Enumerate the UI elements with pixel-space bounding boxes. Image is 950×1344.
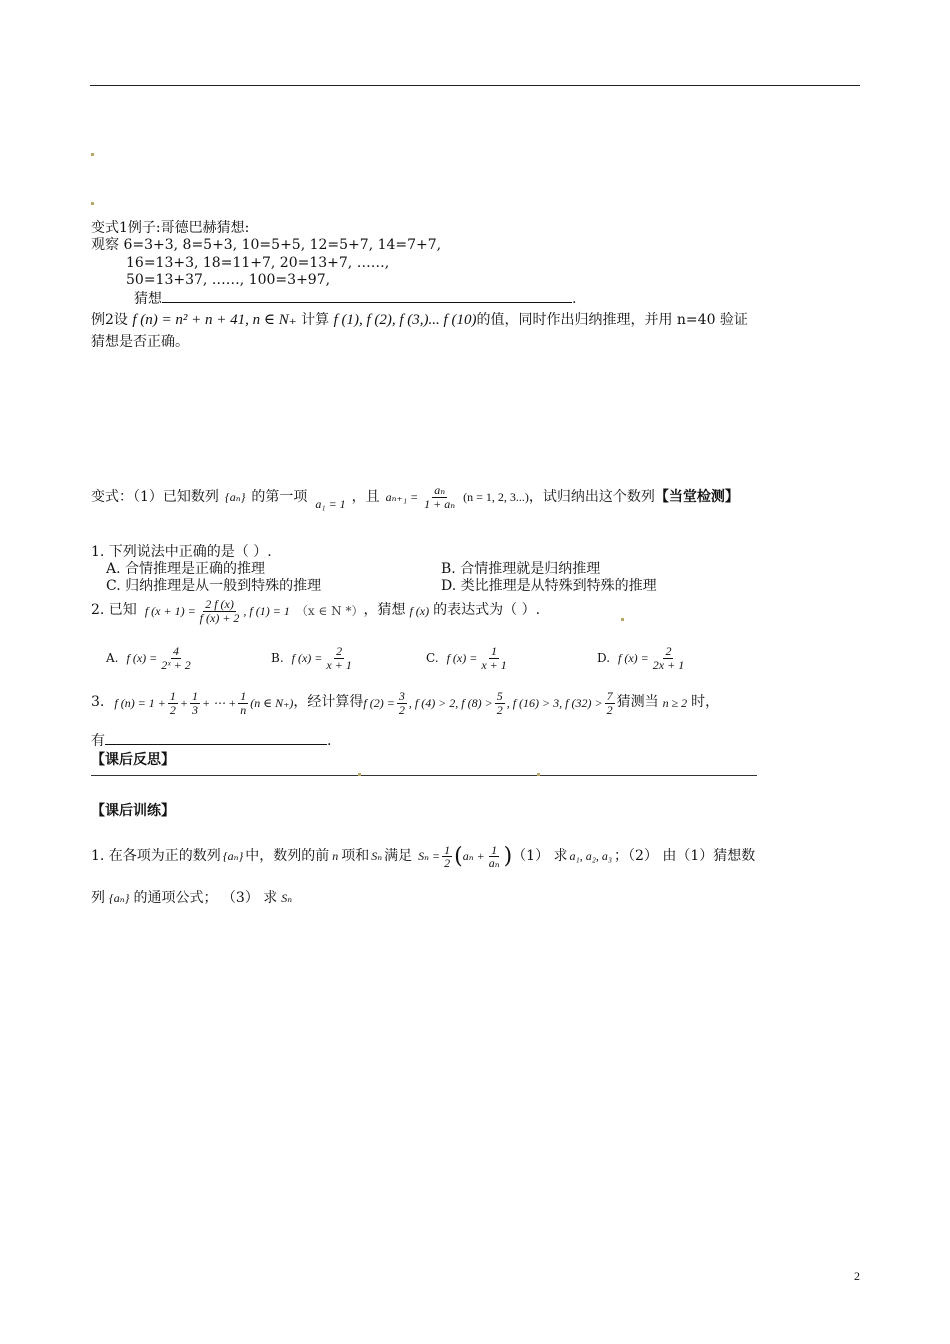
example2-prefix: 例2设 (91, 312, 128, 328)
option-label: B. (271, 650, 284, 665)
fraction-denominator: 1 + aₙ (424, 497, 456, 511)
fraction-numerator: 2 (336, 644, 343, 658)
fraction-numerator: 4 (172, 644, 179, 658)
close-paren: ) (503, 844, 513, 869)
fraction-denominator: 2 (398, 702, 405, 717)
t1-text: 中，数列的前 (245, 848, 330, 864)
anchor-marker (537, 773, 540, 776)
section-reflection: 【课后反思】 (91, 752, 175, 768)
q3-term-half (168, 690, 178, 716)
reflection-rule (91, 775, 757, 776)
q2-option (106, 645, 195, 671)
q3-prefix: 3. (91, 694, 105, 711)
first-terms: a₁, a₂, a₃ (569, 849, 613, 864)
fraction-denominator: n (240, 702, 247, 717)
fraction-denominator: 3 (192, 702, 198, 717)
q2-domain: （x ∈ N *） (295, 603, 364, 618)
q3-result-2: , f (4) > 2, f (8) > (408, 695, 493, 710)
section-training: 【课后训练】 (91, 803, 175, 819)
q3-calc: ，经计算得 (293, 694, 364, 711)
fraction-numerator: 1 (240, 689, 247, 703)
option-fraction (651, 645, 686, 671)
anchor-marker (91, 153, 94, 156)
period: . (327, 733, 332, 749)
fraction-numerator: 1 (491, 644, 498, 658)
var-n: n (332, 849, 339, 864)
t1-intro: 1. 在各项为正的数列 (91, 848, 221, 864)
fraction-denominator: 2x + 1 (652, 657, 685, 672)
example2-compute: 计算 (301, 312, 330, 328)
page-number: 2 (854, 1269, 860, 1283)
plus-sign: + (179, 695, 188, 710)
q3-frac-3-2 (397, 690, 407, 716)
fraction-numerator: 1 (491, 842, 498, 857)
answer-blank (105, 731, 327, 745)
fraction-denominator: x + 1 (481, 657, 507, 672)
example2-function: f (n) = n² + n + 41, n ∈ N₊ (132, 312, 297, 328)
t1-part2: ；（2） 由（1）猜想数 (614, 848, 756, 864)
variant1-line1: 观察 6=3+3, 8=5+3, 10=5+5, 12=5+7, 14=7+7, (91, 237, 442, 253)
option-lhs: f (x) = (126, 650, 158, 665)
q3-expr: f (n) = 1 + (114, 695, 166, 710)
variant2-prefix: 变式：（1）已知数列 (91, 488, 219, 505)
q1-option-d: D. 类比推理是从特殊到特殊的推理 (441, 578, 657, 594)
fraction-denominator: 2ˣ + 2 (161, 657, 191, 672)
fraction-denominator: 2 (496, 702, 503, 717)
option-lhs: f (x) = (618, 650, 649, 665)
header-rule (90, 85, 860, 86)
option-label: C. (426, 650, 439, 665)
anchor-marker (358, 773, 361, 776)
a1-equals-1: a₁ = 1 (315, 497, 346, 511)
example2-text: 的值，同时作出归纳推理，并用 n=40 验证 (476, 312, 748, 328)
variant1-line3: 50=13+37, ……, 100=3+97, (126, 272, 331, 288)
recurrence-fraction (422, 484, 457, 510)
t1-line1 (91, 843, 755, 871)
variant2-line (91, 483, 739, 512)
q3-term-third (190, 690, 200, 716)
q1-stem: 1. 下列说法中正确的是（ ）. (91, 544, 272, 560)
answer-blank (162, 289, 572, 303)
option-fraction (324, 645, 353, 671)
fraction-numerator: aₙ (434, 483, 446, 498)
q2-fx: f (x) (409, 603, 430, 618)
variant1-guess (134, 289, 576, 309)
sum-sn: Sₙ (371, 849, 383, 864)
q2-tail: 的表达式为（ ）. (433, 602, 541, 619)
q2-guess: ，猜想 (363, 602, 406, 619)
variant2-first-term: 的第一项 (251, 488, 308, 505)
anchor-marker (91, 202, 94, 205)
sequence-an: {aₙ} (222, 849, 244, 864)
variant1-title: 变式1例子:哥德巴赫猜想: (91, 220, 250, 236)
q3-frac-7-2 (605, 690, 615, 716)
q3-condition-2: n ≥ 2 (662, 695, 688, 710)
fraction-denominator: x + 1 (326, 657, 352, 672)
t1-text: 项和 (341, 848, 370, 864)
fraction-numerator: 1 (169, 689, 176, 703)
frac-half (442, 844, 452, 870)
fraction-denominator: 2 (606, 702, 613, 717)
option-label: D. (597, 650, 611, 665)
q1-option-a: A. 合情推理是正确的推理 (106, 561, 266, 577)
frac-inverse (487, 844, 502, 870)
q3-dots: + ⋯ + (202, 695, 237, 710)
t1-text: 列 (91, 890, 105, 906)
example2-line1 (91, 311, 748, 330)
option-lhs: f (x) = (291, 650, 323, 665)
q2-option (597, 645, 688, 671)
variant2-tail: ，试归纳出这个数列 (528, 488, 655, 505)
example2-line2: 猜想是否正确。 (91, 334, 189, 350)
t1-text: 满足 (384, 848, 413, 864)
option-fraction (159, 645, 192, 671)
q3-condition: (n ∈ N₊) (250, 695, 294, 710)
section-in-class-test: 【当堂检测】 (654, 488, 739, 505)
variant2-and: ，且 (351, 488, 380, 505)
q2-option (426, 645, 511, 671)
example2-values: f (1), f (2), f (3,)... f (10) (333, 312, 477, 328)
t1-part1: （1） 求 (512, 848, 568, 864)
option-label: A. (106, 650, 119, 665)
q1-option-c: C. 归纳推理是从一般到特殊的推理 (106, 578, 322, 594)
recurrence-range: (n = 1, 2, 3...) (463, 490, 529, 504)
inner-expr: aₙ + (462, 849, 485, 864)
open-paren: ( (454, 844, 463, 869)
fraction-numerator: 7 (606, 689, 613, 703)
sequence-an: {aₙ} (109, 891, 130, 906)
fraction-numerator: 2 (665, 644, 672, 658)
fraction-denominator: 2 (169, 702, 176, 717)
fraction-numerator: 5 (496, 689, 503, 703)
q3-frac-5-2 (495, 690, 505, 716)
fraction-numerator: 2 f (x) (205, 597, 234, 611)
fraction-numerator: 1 (444, 842, 451, 857)
q2-prefix: 2. 已知 (91, 602, 137, 619)
anchor-marker (621, 618, 624, 621)
q2-fraction (198, 598, 242, 624)
guess-label: 猜想 (134, 291, 162, 307)
q3-have: 有 (91, 733, 105, 749)
eq-lhs: Sₙ = (418, 849, 441, 864)
q3-result-3: , f (16) > 3, f (32) > (506, 695, 603, 710)
option-lhs: f (x) = (446, 650, 478, 665)
q2-condition: , f (1) = 1 (243, 603, 290, 618)
sequence-an: {aₙ} (224, 490, 246, 504)
t1-line2 (91, 890, 292, 908)
fraction-denominator: 2 (444, 856, 451, 871)
t1-text: 的通项公式； （3） 求 (133, 890, 278, 906)
fraction-numerator: 1 (192, 689, 198, 703)
q3-answer-line (91, 731, 331, 751)
option-fraction (479, 645, 508, 671)
q3-tail: 猜测当 (616, 694, 659, 711)
q2-lhs: f (x + 1) = (144, 603, 196, 618)
q2-stem (91, 598, 540, 624)
fraction-denominator: f (x) + 2 (199, 610, 240, 625)
fraction-numerator: 3 (398, 689, 405, 703)
q2-option (271, 645, 356, 671)
sum-sn: Sₙ (281, 891, 293, 906)
period: . (572, 291, 577, 307)
variant1-line2: 16=13+3, 18=11+7, 20=13+7, ……, (126, 255, 390, 271)
fraction-denominator: aₙ (488, 856, 500, 871)
q3-stem (91, 690, 719, 716)
q3-term-n (238, 690, 248, 716)
recurrence-lhs: aₙ₊₁ = (385, 490, 419, 504)
q3-result-1: f (2) = (363, 695, 395, 710)
q1-option-b: B. 合情推理就是归纳推理 (441, 561, 601, 577)
q3-when: 时， (691, 694, 720, 711)
